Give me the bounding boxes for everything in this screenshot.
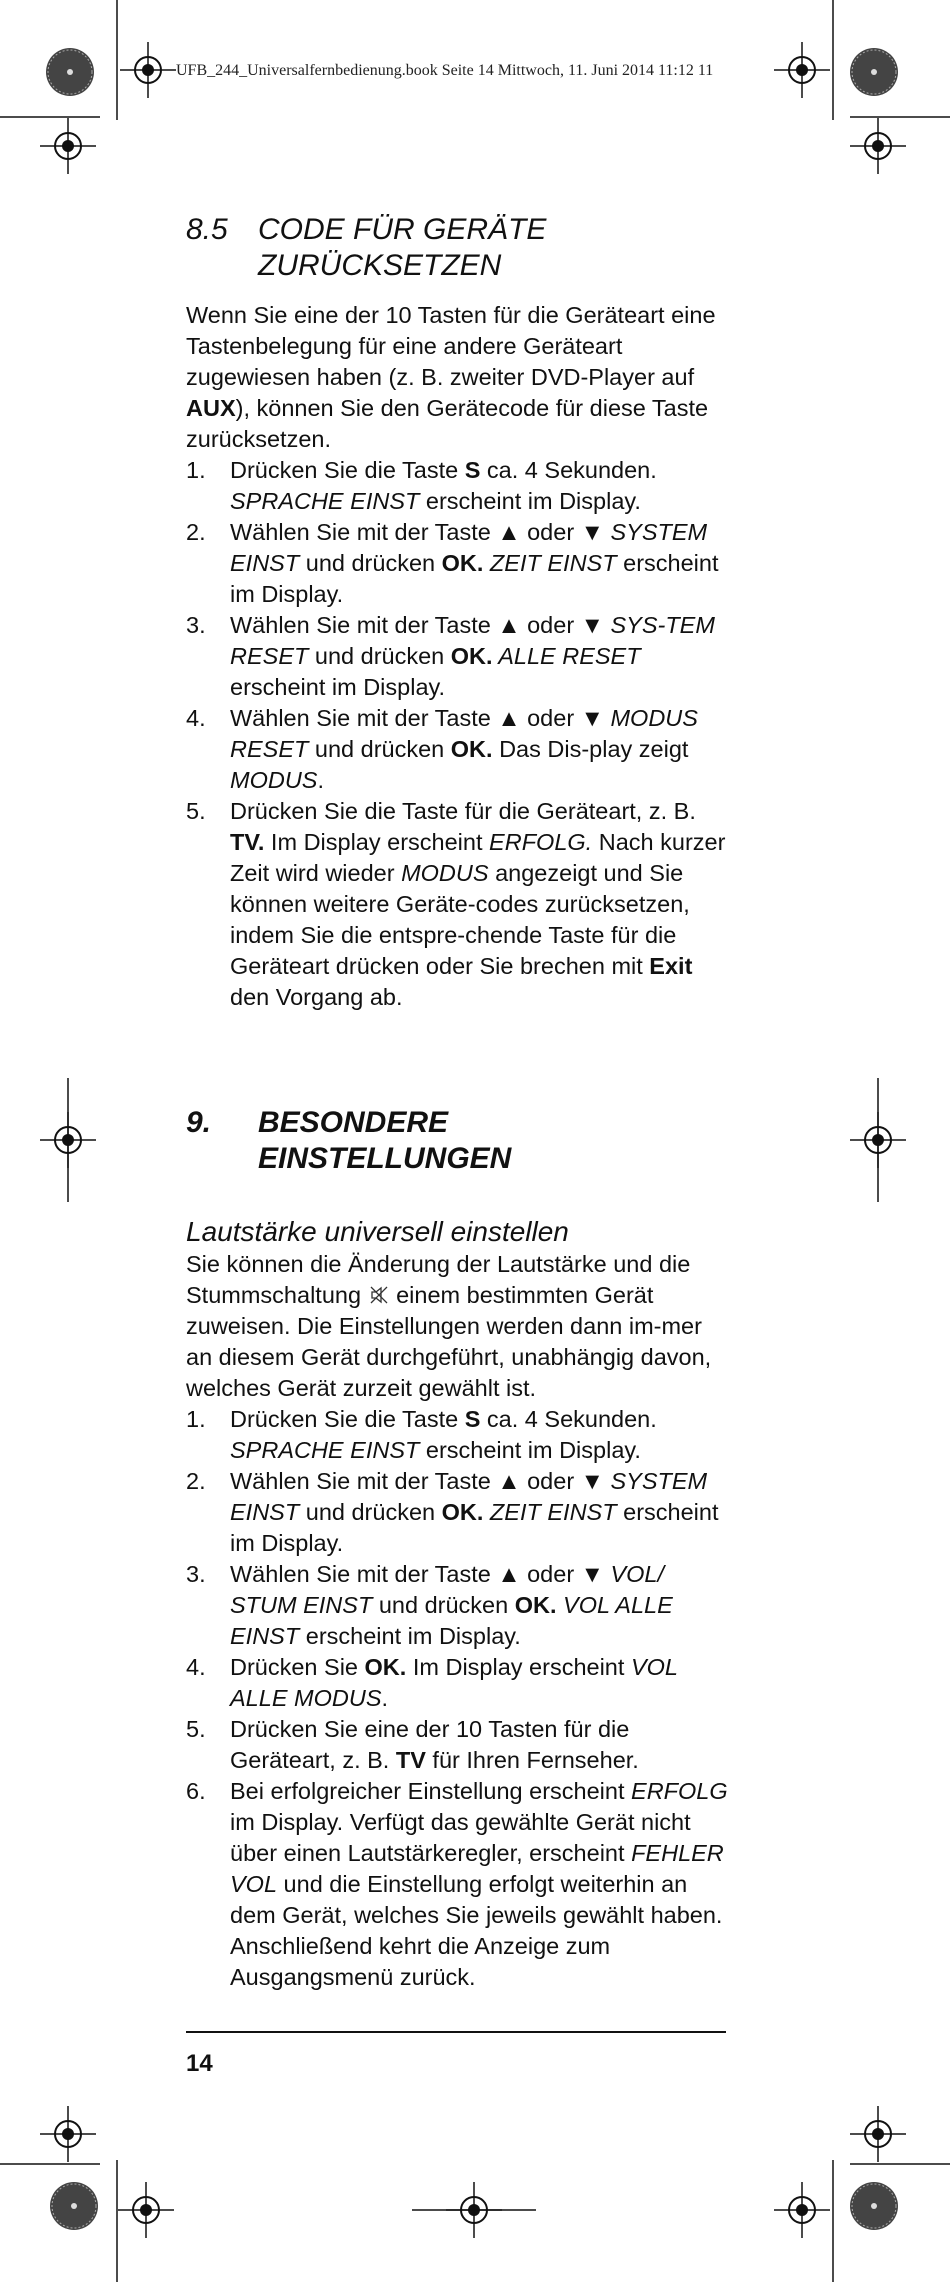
list-item: 2. Wählen Sie mit der Taste ▲ oder ▼ SYSTEM EINST und drücken OK. ZEIT EINST erscheint im Display. [186,1468,719,1556]
section-8-5-heading [186,212,730,284]
subheading-volume: Lautstärke universell einstellen [186,1216,569,1247]
section-8-5-steps [186,455,730,1013]
list-item: 3. Wählen Sie mit der Taste ▲ oder ▼ SYS-TEM RESET und drücken OK. ALLE RESET erscheint im Display. [186,612,715,700]
list-item: 4. Wählen Sie mit der Taste ▲ oder ▼ MODUS RESET und drücken OK. Das Dis-play zeigt MODUS. [186,705,698,793]
section-number: 8.5 [186,213,228,246]
section-9-intro: Sie können die Änderung der Lautstärke und die Stummschaltung einem bestimmten Gerät zuweisen. Die Einstellungen werden dann im-mer an diesem Gerät durchgeführt, unabhängig davon, welches Gerät zurzeit gewählt ist. [186,1251,712,1401]
section-title-line2: EINSTELLUNGEN [258,1142,512,1175]
print-header: UFB_244_Universalfernbedienung.book Seite 14 Mittwoch, 11. Juni 2014 11:12 11 [176,62,714,79]
section-8-5-intro: Wenn Sie eine der 10 Tasten für die Geräteart eine Tastenbelegung für eine andere Geräteart zugewiesen haben (z. B. zweiter DVD-Player auf AUX), können Sie den Gerätecode für diese Taste zurücksetzen. [186,302,716,452]
list-item: 1. Drücken Sie die Taste S ca. 4 Sekunden. SPRACHE EINST erscheint im Display. [186,1406,657,1463]
list-item: 2. Wählen Sie mit der Taste ▲ oder ▼ SYSTEM EINST und drücken OK. ZEIT EINST erscheint im Display. [186,519,719,607]
list-item: 5. Drücken Sie die Taste für die Geräteart, z. B. TV. Im Display erscheint ERFOLG. Nach kurzer Zeit wird wieder MODUS angezeigt und Sie können weitere Geräte-codes zurücksetzen, indem Sie die entspre-chende Taste für die Geräteart drücken oder Sie brechen mit Exit den Vorgang ab. [186,798,726,1010]
section-title-line2: ZURÜCKSETZEN [258,249,502,282]
page-number: 14 [186,2050,213,2077]
section-title-line1: BESONDERE [258,1106,449,1139]
section-title-line1: CODE FÜR GERÄTE [258,213,547,246]
list-item: 6. Bei erfolgreicher Einstellung erscheint ERFOLG im Display. Verfügt das gewählte Gerät nicht über einen Lautstärkeregler, erscheint FEHLER VOL und die Einstellung erfolgt weiterhin an dem Gerät, welches Sie jeweils gewählt haben. Anschließend kehrt die Anzeige zum Ausgangsmenü zurück. [186,1778,728,1990]
section-9-steps [186,1404,730,1993]
page-content [186,212,730,1993]
list-item: 1. Drücken Sie die Taste S ca. 4 Sekunden. SPRACHE EINST erscheint im Display. [186,457,657,514]
section-number: 9. [186,1106,212,1139]
list-item: 4. Drücken Sie OK. Im Display erscheint VOL ALLE MODUS. [186,1654,678,1711]
mute-icon [368,1284,390,1306]
list-item: 3. Wählen Sie mit der Taste ▲ oder ▼ VOL/ STUM EINST und drücken OK. VOL ALLE EINST erscheint im Display. [186,1561,673,1649]
list-item: 5. Drücken Sie eine der 10 Tasten für die Geräteart, z. B. TV für Ihren Fernseher. [186,1716,639,1773]
section-9-heading [186,1105,730,1177]
footer-divider [186,2031,726,2033]
